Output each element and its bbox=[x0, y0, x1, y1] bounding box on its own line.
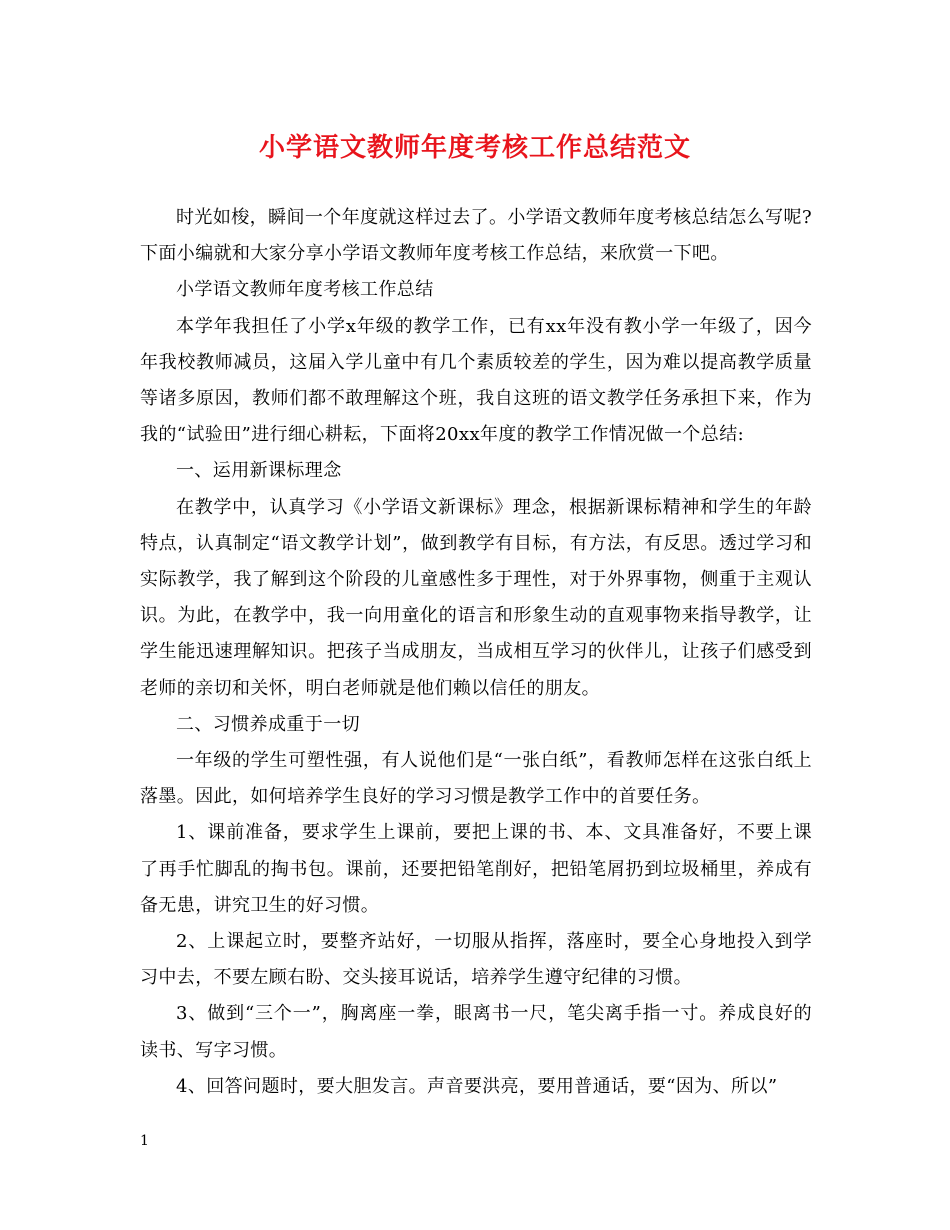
list-item-2: 2、上课起立时，要整齐站好，一切服从指挥，落座时，要全心身地投入到学习中去，不要左顾右盼、交头接耳说话，培养学生遵守纪律的习惯。 bbox=[140, 931, 812, 989]
list-item-4: 4、回答问题时，要大胆发言。声音要洪亮，要用普通话，要“因为、所以” bbox=[176, 1075, 778, 1097]
paragraph-section-1: 在教学中，认真学习《小学语文新课标》理念，根据新课标精神和学生的年龄特点，认真制定“语文教学计划”，做到教学有目标，有方法，有反思。透过学习和实际教学，我了解到这个阶段的儿童感性多于理性，对于外界事物，侧重于主观认识。为此，在教学中，我一向用童化的语言和形象生动的直观事物来指导教学，让学生能迅速理解知识。把孩子当成朋友，当成相互学习的伙伴儿，让孩子们感受到老师的亲切和关怀，明白老师就是他们赖以信任的朋友。 bbox=[140, 496, 812, 699]
paragraph-section-2: 一年级的学生可塑性强，有人说他们是“一张白纸”，看教师怎样在这张白纸上落墨。因此，如何培养学生良好的学习习惯是教学工作中的首要任务。 bbox=[140, 750, 812, 808]
document-body bbox=[140, 200, 812, 1105]
paragraph-overview: 本学年我担任了小学x年级的教学工作，已有xx年没有教小学一年级了，因今年我校教师减员，这届入学儿童中有几个素质较差的学生，因为难以提高教学质量等诸多原因，教师们都不敢理解这个班，我自这班的语文教学任务承担下来，作为我的“试验田”进行细心耕耘，下面将20xx年度的教学工作情况做一个总结: bbox=[140, 315, 812, 446]
page-number: 1 bbox=[140, 1133, 149, 1149]
list-item-1: 1、课前准备，要求学生上课前，要把上课的书、本、文具准备好，不要上课了再手忙脚乱的掏书包。课前，还要把铅笔削好，把铅笔屑扔到垃圾桶里，养成有备无患，讲究卫生的好习惯。 bbox=[140, 822, 812, 916]
section-heading-2: 二、习惯养成重于一切 bbox=[176, 713, 360, 735]
list-item-3: 3、做到“三个一”，胸离座一拳，眼离书一尺，笔尖离手指一寸。养成良好的读书、写字习惯。 bbox=[140, 1003, 812, 1061]
document-title: 小学语文教师年度考核工作总结范文 bbox=[258, 133, 691, 163]
paragraph-subtitle: 小学语文教师年度考核工作总结 bbox=[176, 279, 434, 301]
section-heading-1: 一、运用新课标理念 bbox=[176, 460, 342, 482]
paragraph-intro: 时光如梭，瞬间一个年度就这样过去了。小学语文教师年度考核总结怎么写呢?下面小编就和大家分享小学语文教师年度考核工作总结，来欣赏一下吧。 bbox=[140, 207, 812, 265]
